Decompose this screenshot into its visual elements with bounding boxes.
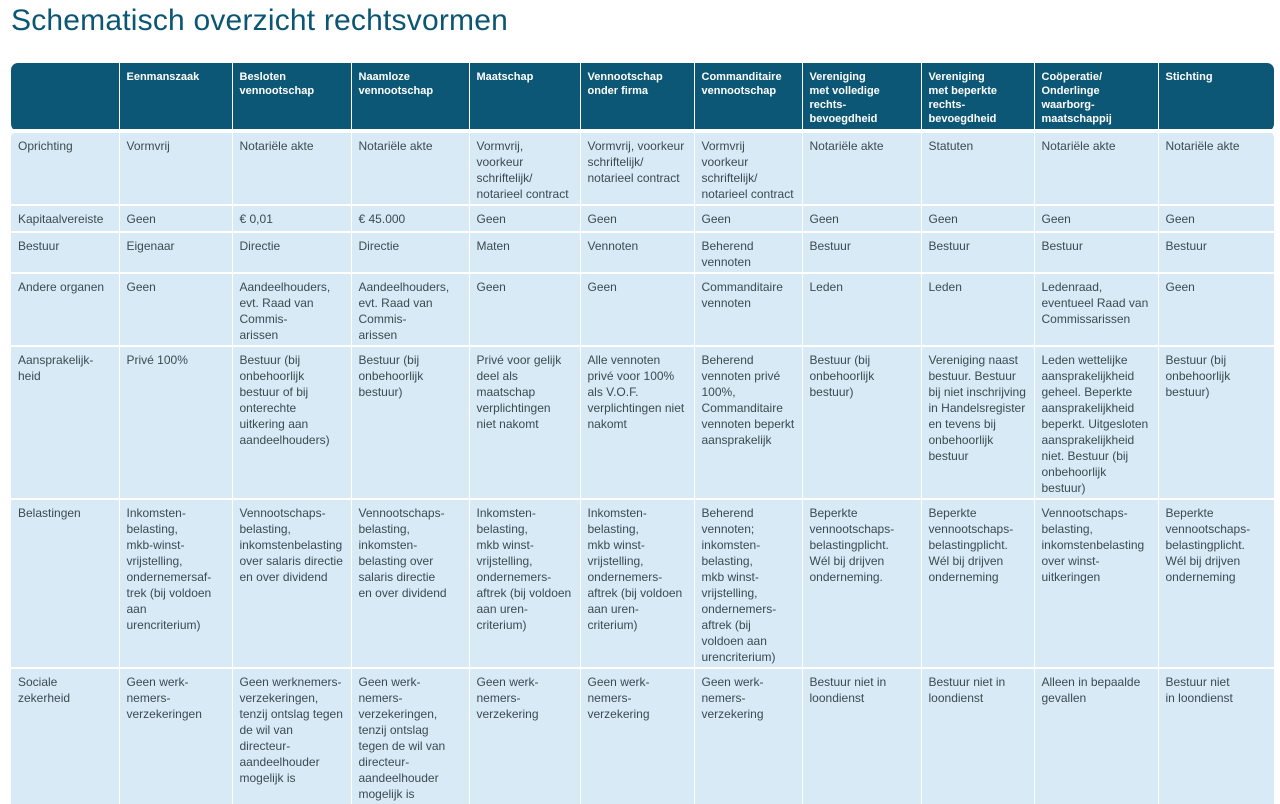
header-row — [11, 63, 1274, 131]
table-cell: Inkomsten- belasting, mkb-winst- vrijstelling, ondernemersaf- trek (bij voldoen aan urencriterium) — [119, 499, 232, 668]
table-cell: Geen — [694, 205, 802, 232]
table-cell: Aandeelhouders, evt. Raad van Commis- arissen — [232, 273, 351, 346]
table-cell: Commanditaire vennoten — [694, 273, 802, 346]
table-cell: Maten — [469, 232, 580, 273]
table-cell: Bestuur — [802, 232, 921, 273]
table-cell: Geen — [469, 205, 580, 232]
table-cell: Inkomsten- belasting, mkb winst- vrijstelling, ondernemers- aftrek (bij voldoen aan uren- criterium) — [580, 499, 694, 668]
table-cell: Notariële akte — [802, 131, 921, 205]
row-label: Belastingen — [11, 499, 119, 668]
table-cell: € 45.000 — [351, 205, 469, 232]
table-cell: Privé 100% — [119, 346, 232, 499]
header-cell-besloten-vennootschap: Besloten vennootschap — [232, 63, 351, 131]
table-cell: Geen — [1158, 273, 1274, 346]
table-cell: Statuten — [921, 131, 1034, 205]
row-label: Aansprakelijk- heid — [11, 346, 119, 499]
table-cell: Geen werknemers- verzekeringen, tenzij ontslag tegen de wil van directeur- aandeelhouder mogelijk is — [232, 668, 351, 804]
table-cell: Inkomsten- belasting, mkb winst- vrijstelling, ondernemers- aftrek (bij voldoen aan uren- criterium) — [469, 499, 580, 668]
table-cell: Bestuur (bij onbehoorlijk bestuur) — [351, 346, 469, 499]
table-cell: Beperkte vennootschaps- belastingplicht. Wél bij drijven onderneming. — [802, 499, 921, 668]
table-cell: Beherend vennoten privé 100%, Commanditaire vennoten beperkt aansprakelijk — [694, 346, 802, 499]
table-cell: Vennoten — [580, 232, 694, 273]
table-cell: Geen werk- nemers- verzekering — [469, 668, 580, 804]
table-cell: Geen — [802, 205, 921, 232]
table-cell: Vennootschaps- belasting, inkomstenbelasting over winst- uitkeringen — [1034, 499, 1158, 668]
table-cell: Vormvrij voorkeur schriftelijk/ notarieel contract — [694, 131, 802, 205]
table-cell: Geen werk- nemers- verzekeringen — [119, 668, 232, 804]
table-cell: Geen — [580, 205, 694, 232]
table-body — [11, 131, 1274, 804]
table-cell: Eigenaar — [119, 232, 232, 273]
table-cell: Geen — [1158, 205, 1274, 232]
table-cell: Geen werk- nemers- verzekering — [694, 668, 802, 804]
table-cell: Geen — [580, 273, 694, 346]
table-cell: Bestuur niet in loondienst — [1158, 668, 1274, 804]
table-cell: Notariële akte — [351, 131, 469, 205]
table-cell: Bestuur (bij onbehoorlijk bestuur) — [802, 346, 921, 499]
header-cell-eenmanszaak: Eenmanszaak — [119, 63, 232, 131]
table-cell: Geen werk- nemers- verzekering — [580, 668, 694, 804]
table-header — [11, 63, 1274, 131]
table-cell: Bestuur niet in loondienst — [921, 668, 1034, 804]
table-row-oprichting — [11, 131, 1274, 205]
table-cell: Ledenraad, eventueel Raad van Commissarissen — [1034, 273, 1158, 346]
table-row-bestuur — [11, 232, 1274, 273]
table-cell: Bestuur — [1158, 232, 1274, 273]
table-cell: Vennootschaps- belasting, inkomsten- belasting over salaris directie en over dividend — [351, 499, 469, 668]
row-label: Kapitaalvereiste — [11, 205, 119, 232]
row-label: Sociale zekerheid — [11, 668, 119, 804]
table-cell: Vormvrij, voorkeur schriftelijk/ notarieel contract — [580, 131, 694, 205]
table-cell: Geen — [921, 205, 1034, 232]
table-cell: Notariële akte — [232, 131, 351, 205]
table-cell: Leden — [921, 273, 1034, 346]
table-row-sociale-zekerheid — [11, 668, 1274, 804]
table-cell: Vereniging naast bestuur. Bestuur bij niet inschrijving in Handelsregister en tevens bij onbehoorlijk bestuur — [921, 346, 1034, 499]
header-cell-naamloze-vennootschap: Naamloze vennootschap — [351, 63, 469, 131]
table-cell: Bestuur niet in loondienst — [802, 668, 921, 804]
legal-forms-table-container — [11, 63, 1274, 804]
table-cell: Directie — [232, 232, 351, 273]
table-cell: Notariële akte — [1034, 131, 1158, 205]
header-cell-cv: Commanditaire vennootschap — [694, 63, 802, 131]
page-title: Schematisch overzicht rechtsvormen — [11, 4, 508, 37]
legal-forms-table — [11, 63, 1274, 804]
table-cell: Bestuur — [921, 232, 1034, 273]
table-cell: Vormvrij, voorkeur schriftelijk/ notarieel contract — [469, 131, 580, 205]
table-row-kapitaalvereiste — [11, 205, 1274, 232]
header-cell-vof: Vennootschap onder firma — [580, 63, 694, 131]
table-cell: Bestuur (bij onbehoorlijk bestuur) — [1158, 346, 1274, 499]
table-cell: Privé voor gelijk deel als maatschap verplichtingen niet nakomt — [469, 346, 580, 499]
table-cell: Beperkte vennootschaps- belastingplicht. Wél bij drijven onderneming — [1158, 499, 1274, 668]
table-cell: Bestuur — [1034, 232, 1158, 273]
table-cell: Directie — [351, 232, 469, 273]
table-row-belastingen — [11, 499, 1274, 668]
table-cell: Vennootschaps- belasting, inkomstenbelasting over salaris directie en over dividend — [232, 499, 351, 668]
header-cell-corner — [11, 63, 119, 131]
header-cell-stichting: Stichting — [1158, 63, 1274, 131]
table-cell: Geen — [469, 273, 580, 346]
header-cell-vereniging-beperkt: Vereniging met beperkte rechts- bevoegdheid — [921, 63, 1034, 131]
table-cell: Leden — [802, 273, 921, 346]
row-label: Bestuur — [11, 232, 119, 273]
header-cell-vereniging-volledig: Vereniging met volledige rechts- bevoegdheid — [802, 63, 921, 131]
table-cell: Geen — [1034, 205, 1158, 232]
row-label: Oprichting — [11, 131, 119, 205]
table-cell: Vormvrij — [119, 131, 232, 205]
table-cell: Bestuur (bij onbehoorlijk bestuur of bij onterechte uitkering aan aandeelhouders) — [232, 346, 351, 499]
table-cell: Alle vennoten privé voor 100% als V.O.F. verplichtingen niet nakomt — [580, 346, 694, 499]
table-cell: Geen — [119, 205, 232, 232]
header-cell-maatschap: Maatschap — [469, 63, 580, 131]
table-cell: Beherend vennoten; inkomsten- belasting, mkb winst- vrijstelling, ondernemers- aftrek (bij voldoen aan urencriterium) — [694, 499, 802, 668]
table-cell: Beperkte vennootschaps- belastingplicht. Wél bij drijven onderneming — [921, 499, 1034, 668]
table-cell: Aandeelhouders, evt. Raad van Commis- arissen — [351, 273, 469, 346]
table-cell: Alleen in bepaalde gevallen — [1034, 668, 1158, 804]
table-cell: Notariële akte — [1158, 131, 1274, 205]
row-label: Andere organen — [11, 273, 119, 346]
table-cell: Beherend vennoten — [694, 232, 802, 273]
table-cell: Geen werk- nemers- verzekeringen, tenzij ontslag tegen de wil van directeur- aandeelhouder mogelijk is — [351, 668, 469, 804]
table-cell: Geen — [119, 273, 232, 346]
table-cell: Leden wettelijke aansprakelijkheid geheel. Beperkte aansprakelijkheid beperkt. Uitgesloten aansprakelijkheid niet. Bestuur (bij onbehoorlijk bestuur) — [1034, 346, 1158, 499]
header-cell-cooperatie: Coöperatie/ Onderlinge waarborg- maatschappij — [1034, 63, 1158, 131]
table-cell: € 0,01 — [232, 205, 351, 232]
table-row-andere-organen — [11, 273, 1274, 346]
table-row-aansprakelijkheid — [11, 346, 1274, 499]
